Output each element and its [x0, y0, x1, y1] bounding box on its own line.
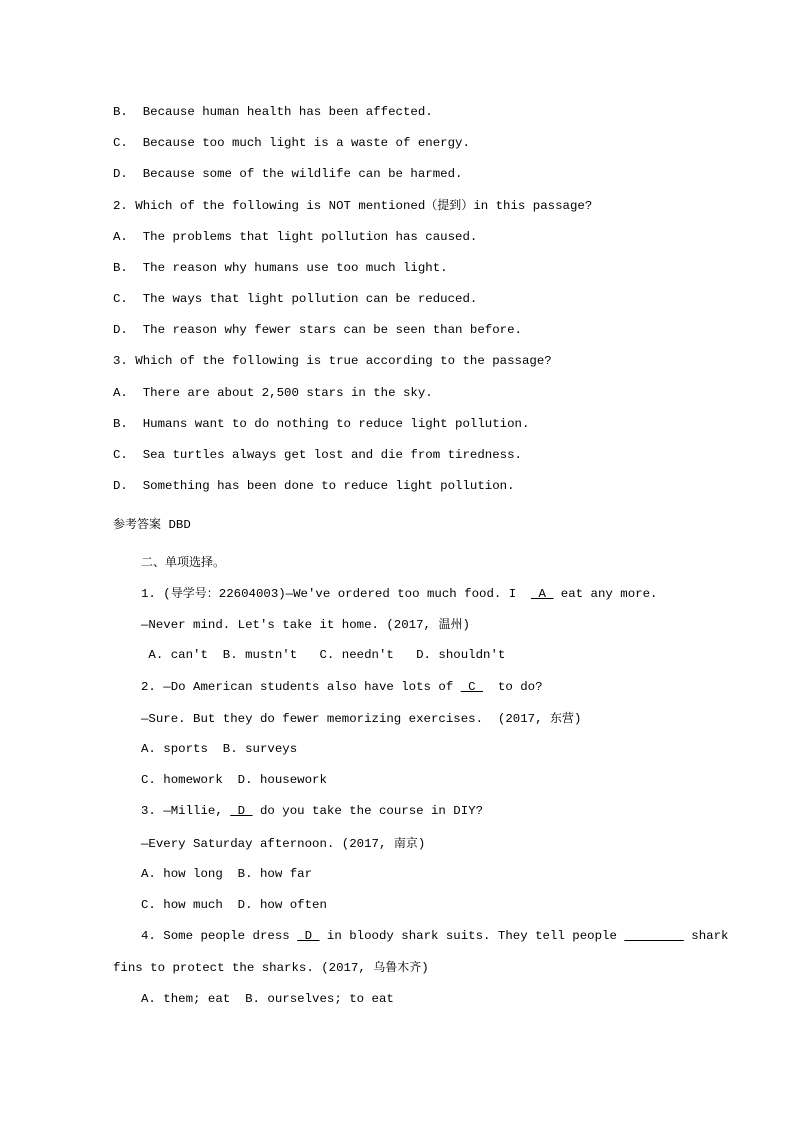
mc-q2-text-end: to do? — [483, 680, 543, 694]
mc-q1-reply-end: ) — [462, 618, 470, 632]
mc-q2-reply — [141, 710, 581, 727]
q2-stem — [113, 197, 592, 214]
answer-key-label: 参考答案 — [113, 517, 162, 531]
mc-q1-reply — [141, 616, 470, 633]
q2-option-a: A. The problems that light pollution has caused. — [113, 230, 478, 244]
mc-q3-stem — [141, 803, 483, 819]
mc-q2-reply-end: ) — [573, 712, 582, 726]
mc-q4-cont-end: ) — [421, 961, 429, 975]
mc-q1-prefix: 1. ( — [141, 587, 171, 601]
mc-q4-options-ab: A. them; eat B. ourselves; to eat — [141, 992, 394, 1006]
mc-q1-reply-text: —Never mind. Let's take it home. (2017, — [141, 618, 439, 632]
q2-stem-text: 2. Which of the following is NOT mentioned — [113, 199, 426, 213]
mc-q2-reply-text: —Sure. But they do fewer memorizing exercises. (2017, — [141, 712, 550, 726]
section-heading-text: 二、单项选择。 — [141, 555, 226, 569]
mc-q4-text-mid: in bloody shark suits. They tell people — [319, 929, 625, 943]
q3-option-a: A. There are about 2,500 stars in the sky. — [113, 386, 433, 400]
mc-q2-stem — [141, 679, 543, 695]
q2-option-c: C. The ways that light pollution can be reduced. — [113, 292, 478, 306]
mc-q3-source: 南京 — [393, 836, 418, 850]
answer-key — [113, 516, 191, 533]
mc-q1-text-end: eat any more. — [553, 587, 658, 601]
mc-q2-options-cd: C. homework D. housework — [141, 773, 327, 787]
mc-q4-stem — [141, 928, 728, 944]
mc-q3-reply-text: —Every Saturday afternoon. (2017, — [141, 837, 394, 851]
mc-q4-empty-blank — [624, 929, 684, 943]
section-heading — [141, 554, 225, 571]
mc-q2-options-ab: A. sports B. surveys — [141, 742, 298, 756]
mc-q1-stem — [141, 585, 657, 602]
mc-q3-options-ab: A. how long B. how far — [141, 867, 313, 881]
mc-q2-text: 2. —Do American students also have lots of — [141, 680, 461, 694]
mc-q4-text: 4. Some people dress — [141, 929, 298, 943]
mc-q3-answer-blank: D — [230, 804, 253, 818]
mc-q4-text-end: shark — [683, 929, 729, 943]
mc-q2-answer-blank: C — [460, 680, 484, 694]
q1-option-d: D. Because some of the wildlife can be harmed. — [113, 167, 463, 181]
mc-q4-cont-text: fins to protect the sharks. (2017, — [113, 961, 374, 975]
mc-q4-continuation — [113, 959, 429, 976]
q3-option-b: B. Humans want to do nothing to reduce light pollution. — [113, 417, 530, 431]
answer-key-value: DBD — [161, 518, 191, 532]
q3-option-d: D. Something has been done to reduce light pollution. — [113, 479, 515, 493]
mc-q3-text: 3. —Millie, — [141, 804, 231, 818]
q2-option-b: B. The reason why humans use too much light. — [113, 261, 448, 275]
q2-stem-gloss: （提到） — [425, 198, 474, 212]
mc-q3-reply-end: ) — [417, 837, 426, 851]
q2-stem-end: in this passage? — [473, 199, 593, 213]
mc-q1-guide-label: 导学号： — [170, 586, 219, 600]
mc-q1-text: 22604003)—We've ordered too much food. I — [218, 587, 532, 601]
mc-q4-source: 乌鲁木齐 — [373, 960, 422, 974]
q2-option-d: D. The reason why fewer stars can be seen than before. — [113, 323, 522, 337]
q3-option-c: C. Sea turtles always get lost and die from tiredness. — [113, 448, 522, 462]
q3-stem: 3. Which of the following is true according to the passage? — [113, 354, 552, 368]
mc-q3-options-cd: C. how much D. how often — [141, 898, 327, 912]
mc-q1-answer-blank: A — [531, 587, 554, 601]
mc-q4-answer-blank: D — [297, 929, 320, 943]
mc-q1-source: 温州 — [438, 617, 463, 631]
mc-q1-options: A. can't B. mustn't C. needn't D. shouldn't — [141, 648, 506, 662]
mc-q2-source: 东营 — [549, 711, 574, 725]
q1-option-b: B. Because human health has been affected. — [113, 105, 433, 119]
mc-q3-reply — [141, 835, 425, 852]
q1-option-c: C. Because too much light is a waste of energy. — [113, 136, 470, 150]
mc-q3-text-end: do you take the course in DIY? — [252, 804, 484, 818]
